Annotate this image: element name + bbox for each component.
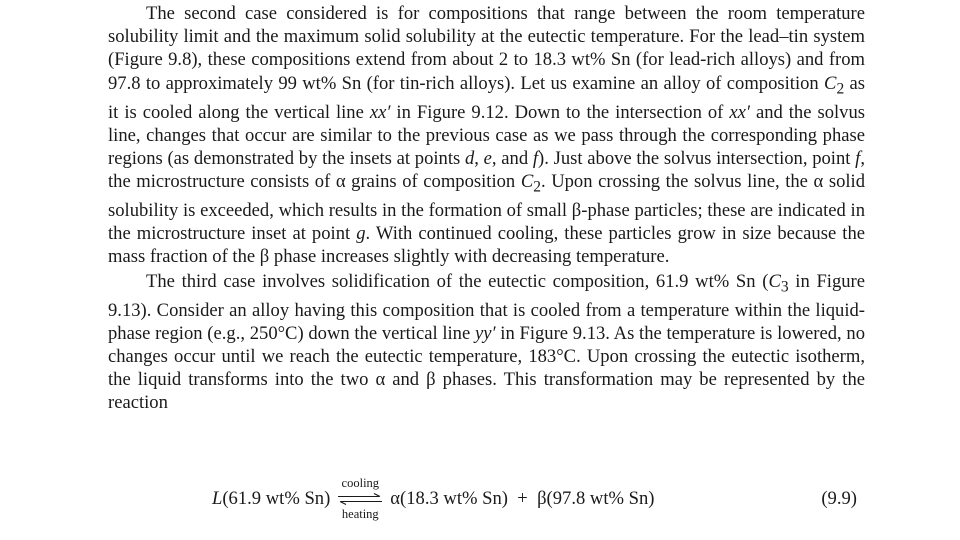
italic-term: xx′: [369, 101, 391, 123]
text-run: . Upon crossing the solvus line, the α solid solubility is exceeded, which results in the formation of small β-phase particles; these are indicated in the microstructure inset at point: [108, 171, 865, 245]
subscript: 2: [836, 80, 845, 98]
paragraph-third-case: [108, 270, 865, 415]
eutectic-reaction-equation: [108, 474, 857, 524]
text-run: as it is cooled along the vertical line: [108, 72, 865, 123]
paragraph-second-case: [108, 2, 865, 269]
arrow-label-cooling: cooling: [341, 475, 380, 490]
italic-term: C: [824, 72, 837, 94]
arrow-label-heating: heating: [341, 506, 379, 521]
text-run: The third case involves solidification of the eutectic composition, 61.9 wt% Sn (: [146, 270, 769, 292]
italic-term: C: [768, 270, 781, 292]
text-run: ,: [474, 147, 484, 169]
beta-product: β(97.8 wt% Sn): [537, 488, 655, 509]
text-run: . With continued cooling, these particles grow in size because the mass fraction of the β phase increases slightly with decreasing temperature.: [108, 223, 865, 268]
italic-term: xx′: [729, 101, 750, 123]
italic-term: C: [520, 171, 534, 193]
liquid-symbol: L: [212, 488, 223, 509]
text-run: in Figure 9.13. As the temperature is lowered, no changes occur until we reach the eutectic temperature, 183°C. Upon crossing the eutectic isotherm, the liquid transforms into the two α and β phases. This transformation may be represented by the reaction: [108, 322, 865, 414]
italic-term: f: [855, 147, 861, 169]
text-run: in Figure 9.13). Consider an alloy having this composition that is cooled from a temperature within the liquid-phase region (e.g., 250°C) down the vertical line: [108, 270, 865, 344]
italic-term: e: [483, 147, 492, 169]
text-run: ). Just above the solvus intersection, point: [538, 147, 856, 169]
text-run: , the microstructure consists of α grains of composition: [108, 147, 865, 193]
alpha-product: α(18.3 wt% Sn): [390, 488, 508, 509]
liquid-composition: (61.9 wt% Sn): [222, 488, 331, 509]
equation-body: [212, 475, 655, 521]
equation-number: (9.9): [821, 488, 857, 509]
subscript: 2: [533, 178, 541, 196]
reversible-arrow: [334, 475, 386, 521]
plus-sign: +: [517, 488, 528, 509]
italic-term: g: [356, 223, 366, 245]
text-run: in Figure 9.12. Down to the intersection of: [390, 101, 730, 123]
body-text: [108, 2, 865, 415]
italic-term: d: [464, 147, 475, 169]
italic-term: f: [532, 147, 539, 169]
text-run: , and: [491, 147, 533, 169]
subscript: 3: [780, 278, 789, 296]
italic-term: yy′: [474, 322, 496, 344]
equilibrium-arrow-icon: [338, 493, 382, 505]
text-run: The second case considered is for compositions that range between the room temperature solubility limit and the maximum solid solubility at the eutectic temperature. For the lead–tin system (Figure 9.8), these compositions extend from about 2 to 18.3 wt% Sn (for lead-rich alloys) and from 97.8 to approximately 99 wt% Sn (for tin-rich alloys). Let us examine an alloy of composition: [108, 3, 865, 94]
text-run: and the solvus line, changes that occur are similar to the previous case as we pass through the corresponding phase regions (as demonstrated by the insets at points: [108, 101, 866, 169]
